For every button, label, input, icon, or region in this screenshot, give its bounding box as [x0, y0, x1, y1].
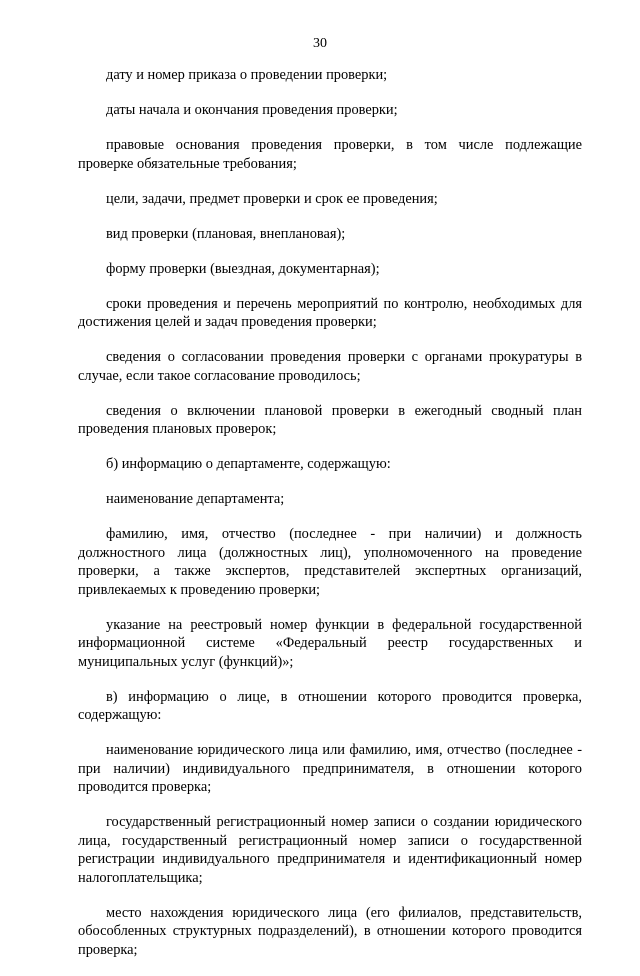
- paragraph: сведения о включении плановой проверки в ежегодный сводный план проведения плановых проверок;: [78, 402, 582, 437]
- paragraph: фамилию, имя, отчество (последнее - при наличии) и должность должностного лица (должностных лиц), уполномоченного на проведение проверки, а также экспертов, представителей экспертных организаций, привлекаемых к проведению проверки;: [78, 526, 582, 598]
- paragraph: вид проверки (плановая, внеплановая);: [106, 225, 346, 242]
- paragraph: наименование департамента;: [106, 491, 285, 507]
- paragraph: место нахождения юридического лица (его филиалов, представительств, обособленных структурных подразделений), в отношении которого проводится проверка;: [78, 904, 582, 958]
- document-body: [78, 66, 582, 976]
- paragraph: указание на реестровый номер функции в федеральной государственной информационной системе «Федеральный реестр государственных и муниципальных услуг (функций)»;: [78, 616, 582, 670]
- section-heading-b: б) информацию о департаменте, содержащую:: [106, 456, 391, 472]
- paragraph: цели, задачи, предмет проверки и срок ее проведения;: [106, 190, 438, 207]
- paragraph: дату и номер приказа о проведении проверки;: [106, 67, 388, 83]
- section-heading-v: в) информацию о лице, в отношении которого проводится проверка, содержащую:: [78, 688, 582, 723]
- page-number: 30: [313, 36, 327, 51]
- paragraph: даты начала и окончания проведения проверки;: [106, 102, 398, 118]
- paragraph: форму проверки (выездная, документарная);: [106, 260, 380, 277]
- paragraph: правовые основания проведения проверки, в том числе подлежащие проверке обязательные требования;: [78, 137, 582, 172]
- paragraph: государственный регистрационный номер записи о создании юридического лица, государственный регистрационный номер записи о государственной регистрации индивидуального предпринимателя и идентификационный номер налогоплательщика;: [78, 814, 582, 886]
- paragraph: сведения о согласовании проведения проверки с органами прокуратуры в случае, если такое согласование проводилось;: [78, 349, 582, 384]
- paragraph: сроки проведения и перечень мероприятий по контролю, необходимых для достижения целей и задач проведения проверки;: [78, 295, 582, 330]
- paragraph: наименование юридического лица или фамилию, имя, отчество (последнее - при наличии) индивидуального предпринимателя, в отношении которого проводится проверка;: [78, 742, 582, 795]
